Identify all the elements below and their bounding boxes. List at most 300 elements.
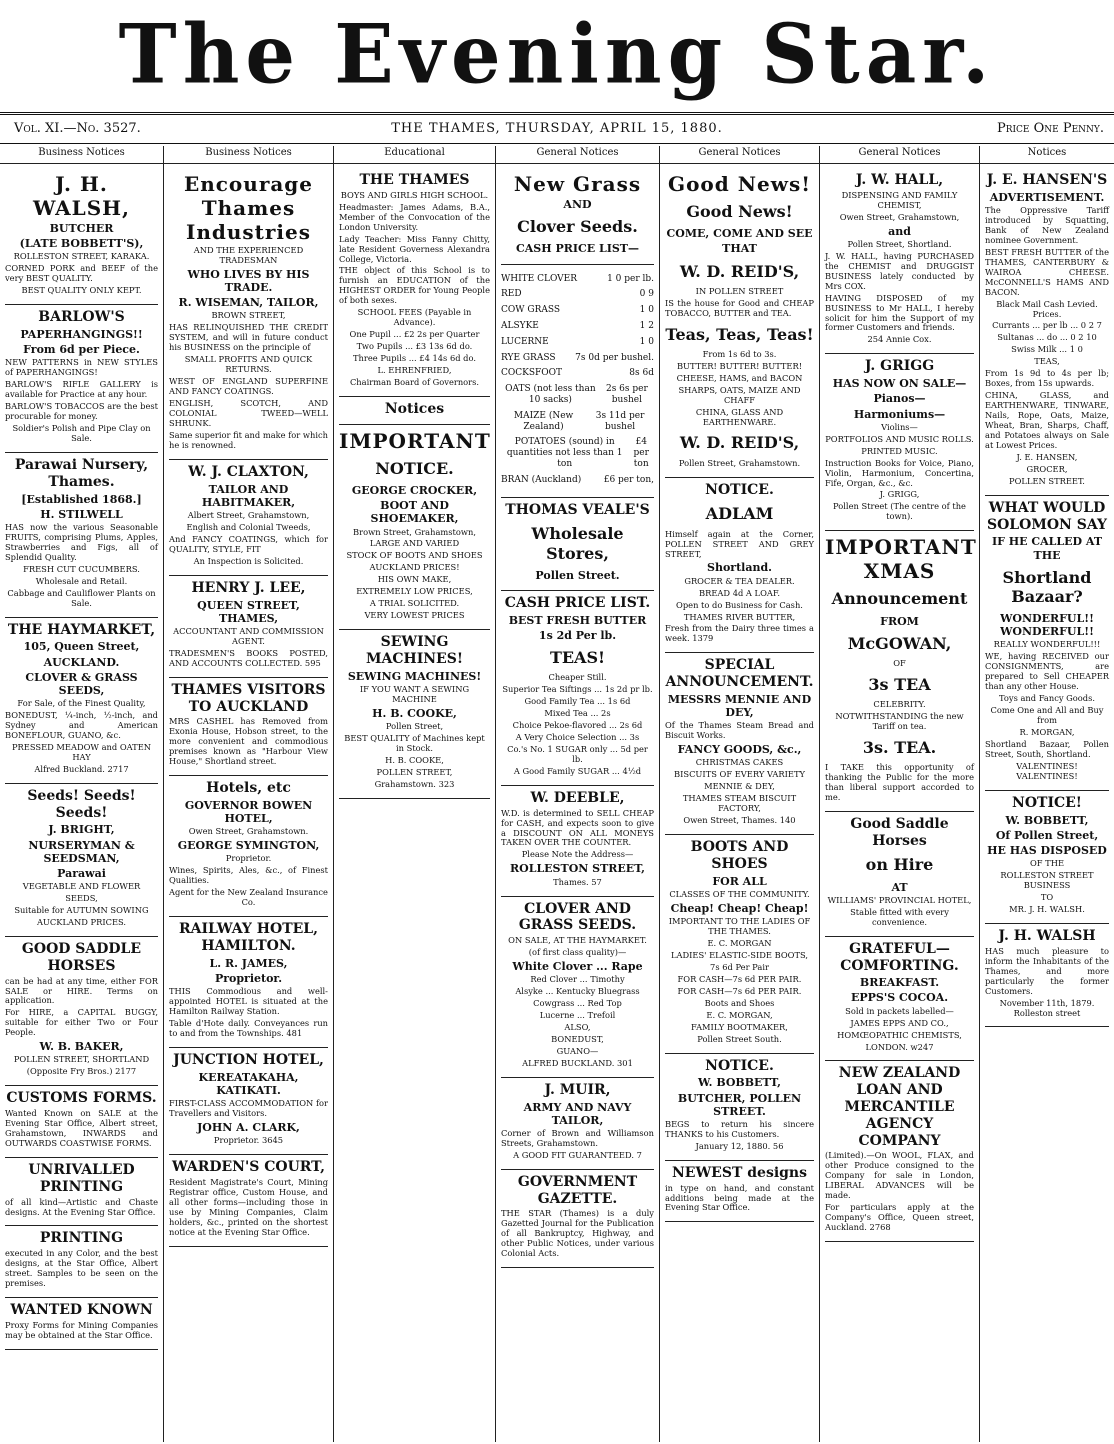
advertisement (985, 791, 1109, 924)
ad-title: WANTED KNOWN (10, 1302, 153, 1319)
ad-line: Instruction Books for Voice, Piano, Violin, Harmonium, Concertina, Fife, Organ, &c., &c. (825, 457, 974, 488)
advertisement (339, 168, 490, 397)
ad-line: TRADESMEN'S BOOKS POSTED, AND ACCOUNTS COLLECTED. 595 (169, 647, 328, 668)
ad-line: Stable fitted with every convenience. (850, 906, 949, 927)
ad-title: NOTICE. (705, 1057, 774, 1074)
advertisement (5, 453, 158, 618)
ad-line: L. R. JAMES, (209, 956, 288, 970)
ad-line: IF HE CALLED AT THE (991, 535, 1103, 562)
ad-line: VEGETABLE AND FLOWER (22, 881, 141, 892)
price-row (501, 475, 654, 486)
ad-line: CLOVER & GRASS SEEDS, (25, 670, 138, 697)
ad-title: CLOVER AND GRASS SEEDS. (518, 900, 637, 934)
ad-line: Pollen Street, Shortland. (847, 238, 952, 249)
column-heading: Business Notices (164, 146, 333, 164)
ad-line: Announcement (831, 589, 968, 609)
ad-line: ENGLISH, SCOTCH, AND COLONIAL TWEED—WELL SHRUNK. (169, 398, 328, 428)
ad-line: Toys and Fancy Goods. (999, 693, 1095, 704)
price-value: £6 per ton, (603, 474, 654, 485)
column-1 (0, 146, 164, 1442)
ad-title: HENRY J. LEE, (191, 579, 306, 596)
ad-line: THE STAR (Thames) is a duly Gazetted Journal for the Publication of all Bankruptcy, Highway, and other Public Notices, under various Colonial Acts. (501, 1208, 654, 1259)
advertisement (501, 591, 654, 786)
ad-title: RAILWAY HOTEL, HAMILTON. (178, 921, 319, 955)
price-value: 3s 11d per bushel (595, 410, 645, 432)
ad-line: BEST QUALITY of Machines kept in Stock. (344, 732, 485, 753)
ad-line: Proxy Forms for Mining Companies may be obtained at the Star Office. (5, 1319, 158, 1340)
ad-line: MR. J. H. WALSH. (1009, 904, 1085, 915)
ad-line: BEST FRESH BUTTER of the THAMES, CANTERBURY & WAIROA CHEESE. McCONNELL'S HAMS AND BACON. (985, 246, 1109, 297)
price: Price One Penny. (996, 121, 1104, 136)
ad-title: GOVERNMENT GAZETTE. (517, 1173, 638, 1207)
ad-title: W. DEEBLE, (530, 789, 625, 806)
ad-line: TEAS! (549, 648, 606, 668)
ad-line: MESSRS MENNIE AND DEY, (667, 692, 812, 720)
ad-line: WHO LIVES BY HIS TRADE. (187, 267, 310, 295)
ad-line: BONEDUST, ¼-inch, ½-inch, and Sydney and American BONEFLOUR, GUANO, &c. (5, 710, 158, 740)
ad-line: CHEESE, HAMS, and BACON (676, 372, 803, 383)
ad-line: WE, having RECEIVED our CONSIGNMENTS, are prepared to Sell CHEAPER than any other House. (985, 651, 1109, 692)
ad-line: W. B. BAKER, (39, 1040, 124, 1054)
ad-line: PAPERHANGINGS!! (20, 327, 143, 341)
ad-line: Alfred Buckland. 2717 (34, 763, 129, 774)
ad-line: Alsyke ... Kentucky Bluegrass (515, 986, 640, 997)
ad-line: 3s TEA (868, 674, 931, 694)
ad-line: Cheap! Cheap! Cheap! (670, 901, 809, 915)
ad-line: A Good Family SUGAR ... 4½d (513, 765, 642, 776)
ad-line: OF (893, 657, 906, 668)
ad-title: J. GRIGG (864, 358, 935, 375)
ad-line: AND (563, 198, 592, 211)
ad-line: (Limited).—On WOOL, FLAX, and other Produce consigned to the Company for sale in London, LIBERAL ADVANCES will be made. (825, 1150, 974, 1201)
ad-line: McGOWAN, (847, 633, 952, 653)
ad-line: FIRST-CLASS ACCOMMODATION for Travellers and Visitors. (169, 1098, 328, 1119)
ad-line: SHARPS, OATS, MAIZE AND CHAFF (678, 384, 801, 405)
ad-line: AUCKLAND PRICES! (369, 562, 460, 573)
ad-line: Pianos— (873, 392, 926, 406)
ad-line: Soldier's Polish and Pipe Clay on Sale. (12, 423, 151, 444)
advertisement (5, 937, 158, 1086)
ad-line: HAS now the various Seasonable FRUITS, comprising Plums, Apples, Strawberries and Figs, all of Splendid Quality. (5, 521, 158, 562)
ad-line: HOMŒOPATHIC CHEMISTS, (837, 1029, 962, 1040)
ad-title: Notices (384, 400, 445, 417)
ad-line: Owen Street, Grahamstown. (188, 826, 309, 837)
ad-line: BROWN STREET, (211, 310, 286, 321)
ad-title: Seeds! Seeds! Seeds! (27, 787, 136, 821)
ad-line: Wholesale Stores, (531, 524, 624, 563)
ad-line: An Inspection is Solicited. (193, 555, 304, 566)
price-item: RED (501, 289, 522, 300)
price-item: WHITE CLOVER (501, 273, 578, 284)
advertisement (339, 397, 490, 425)
ad-line: BOOT AND SHOEMAKER, (370, 499, 459, 526)
ad-line: J. GRIGG, (879, 489, 920, 500)
ad-line: Pollen Street, Grahamstown. (678, 457, 801, 468)
advertisement (825, 1061, 974, 1242)
ad-line: Clover Seeds. (517, 217, 638, 237)
ad-line: FOR CASH—7s 6d PER PAIR. (677, 985, 802, 996)
ad-line: E. C. MORGAN (707, 937, 772, 948)
ad-line: January 12, 1880. 56 (695, 1140, 784, 1151)
price-item: OATS (not less than 10 sacks) (505, 384, 596, 405)
ad-title: W. J. CLAXTON, (188, 463, 309, 480)
ad-line: Swiss Milk ... 1 0 (1011, 344, 1083, 355)
ad-line: AT (891, 880, 908, 894)
price-item: RYE GRASS (501, 352, 556, 363)
ad-line: BEST FRESH BUTTER (508, 613, 647, 627)
price-item: ALSYKE (501, 320, 539, 331)
advertisement (169, 917, 328, 1048)
ad-title: Good Saddle Horses (850, 815, 949, 849)
price-row (501, 289, 654, 300)
ad-line: (LATE BOBBETT'S), (19, 237, 144, 251)
ad-line: WILLIAMS' PROVINCIAL HOTEL, (827, 894, 972, 905)
ad-line: PRINTED MUSIC. (861, 445, 938, 456)
price-item: MAIZE (New Zealand) (513, 410, 574, 432)
ad-line: SMALL PROFITS AND QUICK RETURNS. (184, 354, 313, 375)
ad-line: VALENTINES! VALENTINES! (1016, 760, 1078, 781)
ad-line: Cabbage and Cauliflower Plants on Sale. (7, 587, 156, 608)
price-row (501, 411, 654, 433)
ad-line: Lady Teacher: Miss Fanny Chitty, late Resident Governess Alexandra College, Victoria. (339, 233, 490, 264)
ad-line: R. MORGAN, (1019, 727, 1075, 738)
ad-line: FOR CASH—7s 6d PER PAIR. (677, 973, 802, 984)
ad-line: LARGE AND VARIED (369, 538, 460, 549)
price-row (501, 305, 654, 316)
price-row (501, 384, 654, 406)
ad-line: REALLY WONDERFUL!!! (993, 639, 1101, 650)
ad-line: Lucerne ... Trefoil (539, 1010, 616, 1021)
ad-line: Proprietor. 3645 (213, 1135, 284, 1146)
ad-line: The Oppressive Tariff introduced by Squatting, Bank of New Zealand nominee Government. (985, 204, 1109, 245)
ad-line: CASH PRICE LIST— (516, 242, 639, 256)
advertisement (985, 924, 1109, 1027)
advertisement (501, 265, 654, 498)
ad-line: STOCK OF BOOTS AND SHOES (346, 550, 483, 561)
ad-line: H. STILWELL (40, 507, 123, 521)
ad-line: POLLEN STREET, SHORTLAND (13, 1054, 150, 1065)
ad-title: NEW ZEALAND LOAN AND MERCANTILE AGENCY COMPANY (838, 1065, 961, 1149)
ad-title: J. W. HALL, (855, 172, 944, 188)
ad-line: For particulars apply at the Company's Office, Queen street, Auckland. 2768 (825, 1202, 974, 1233)
ad-line: Albert Street, Grahamstown, (187, 510, 310, 521)
ad-line: VERY LOWEST PRICES (364, 610, 465, 621)
ad-line: WONDERFUL!! WONDERFUL!! (1000, 612, 1094, 639)
ad-line: Pollen Street, (385, 721, 444, 731)
ad-line: CHRISTMAS CAKES (695, 757, 784, 768)
ad-line: Choice Pekoe-flavored ... 2s 6d (512, 720, 643, 731)
ad-line: THIS Commodious and well-appointed HOTEL is situated at the Hamilton Railway Station. (169, 986, 328, 1017)
advertisement (825, 531, 977, 812)
ad-line: J. E. HANSEN, (1016, 451, 1078, 462)
ad-line: ON SALE, AT THE HAYMARKET. (508, 935, 647, 946)
ad-line: CHINA, GLASS AND EARTHENWARE. (695, 406, 784, 427)
ad-line: J. W. HALL, having PURCHASED the CHEMIST and DRUGGIST BUSINESS lately conducted by Mrs COX. (825, 250, 974, 291)
newspaper-title: The Evening Star. (118, 6, 996, 103)
ad-line: Boots and Shoes (704, 997, 775, 1008)
price-value: £4 per ton (633, 437, 649, 469)
ad-line: JAMES EPPS AND CO., (850, 1017, 949, 1028)
ad-line: Same superior fit and make for which he is renowned. (169, 429, 328, 450)
ad-title: THE THAMES (359, 172, 470, 188)
dateline (0, 112, 1114, 144)
ad-line: IF YOU WANT A SEWING MACHINE (359, 683, 470, 704)
ad-line: BONEDUST, (551, 1033, 604, 1044)
ad-line: 105, Queen Street, (23, 640, 140, 654)
advertisement (169, 460, 328, 576)
advertisement (5, 618, 158, 784)
ad-line: Suitable for AUTUMN SOWING (14, 905, 149, 916)
ad-line: BISCUITS OF EVERY VARIETY (674, 769, 805, 780)
advertisement (169, 678, 328, 776)
ad-title: WHAT WOULD SOLOMON SAY (987, 499, 1107, 533)
ad-line: BUTCHER, POLLEN STREET. (677, 1091, 802, 1118)
ad-line: Shortland Bazaar? (1002, 567, 1092, 606)
price-row (501, 321, 654, 332)
ad-line: W. BOBBETT, (698, 1076, 781, 1090)
ad-line: Three Pupils ... £4 14s 6d do. (353, 353, 476, 364)
ad-line: CHINA, GLASS, and EARTHENWARE, TINWARE, Nails, Rope, Oats, Maize, Wheat, Bran, Sharps, Chaff, and Potatoes always on Sale at Lowest Prices. (985, 390, 1109, 450)
ad-line: Brown Street, Grahamstown, (353, 526, 476, 537)
advertisement (665, 1161, 814, 1223)
column-heading: General Notices (496, 146, 659, 164)
ad-line: THAMES RIVER BUTTER, (683, 611, 796, 622)
ad-line: W.D. is determined to SELL CHEAP for CASH, and expects soon to give a DISCOUNT ON ALL MONEYS TAKEN OVER THE COUNTER. (501, 807, 654, 848)
ad-line: of all kind—Artistic and Chaste designs. At the Evening Star Office. (5, 1196, 158, 1217)
ad-line: W. D. REID'S, (679, 433, 800, 453)
ad-line: NOTICE. (375, 458, 454, 478)
ad-line: Fresh from the Dairy three times a week. 1379 (665, 623, 814, 644)
ad-title: J. H. WALSH (998, 928, 1096, 944)
advertisement (5, 1086, 158, 1158)
ad-line: NOTWITHSTANDING the new Tariff on tea. (835, 710, 964, 731)
ad-line: SCHOOL FEES (Payable in Advance). (357, 307, 472, 328)
price-row (501, 368, 654, 379)
ad-line: 3s. TEA. (862, 737, 937, 757)
ad-line: LONDON. w247 (865, 1041, 934, 1052)
price-item: POTATOES (sound) in quantities not less than 1 ton (506, 437, 623, 469)
ad-line: A GOOD FIT GUARANTEED. 7 (513, 1149, 642, 1160)
column-heading: Educational (334, 146, 495, 164)
column-4 (496, 146, 660, 1442)
ad-line: GROCER, (1026, 463, 1068, 474)
ad-line: Currants ... per lb ... 0 2 7 (992, 320, 1102, 331)
ad-line: Cowgrass ... Red Top (533, 998, 622, 1009)
ad-line: Harmoniums— (853, 407, 946, 421)
ad-line: I TAKE this opportunity of thanking the Public for the more than liberal support accorded to me. (825, 762, 974, 802)
ad-title: NOTICE! (1012, 794, 1082, 811)
ad-line: Red Clover ... Timothy (530, 974, 625, 985)
ad-title: Good News! (668, 172, 811, 196)
ad-line: NEW PATTERNS in NEW STYLES of PAPERHANGINGS! (5, 357, 158, 378)
ad-line: Proprietor. (214, 972, 283, 985)
ad-line: Of Pollen Street, (995, 828, 1099, 842)
ad-line: ROLLESTON STREET BUSINESS (1000, 870, 1094, 891)
ad-line: THAT (722, 242, 757, 256)
ad-line: TEAS, (1034, 356, 1060, 367)
ad-line: EPPS'S COCOA. (850, 991, 949, 1005)
ad-line: ADLAM (705, 504, 774, 524)
advertisement (169, 1155, 328, 1247)
ad-line: FROM (880, 614, 919, 628)
ad-line: Shortland Bazaar, Pollen Street, South, Shortland. (985, 739, 1109, 760)
advertisement (665, 478, 814, 654)
ad-line: Teas, Teas, Teas! (665, 324, 814, 344)
ad-line: HAVING DISPOSED of my BUSINESS to Mr HALL, I hereby solicit for him the Support of my former Customers and friends. (825, 292, 974, 333)
ad-line: From 6d per Piece. (23, 343, 140, 357)
column-6 (820, 146, 980, 1442)
ad-line: FANCY GOODS, &c., (677, 743, 802, 757)
ad-line: Owen Street, Grahamstown, (839, 211, 960, 222)
ad-title: GOOD SADDLE HORSES (21, 940, 142, 974)
ad-title: SEWING MACHINES! (365, 634, 463, 667)
ad-title: THE HAYMARKET, (7, 621, 156, 638)
ad-line: Black Mail Cash Levied. Prices. (996, 298, 1098, 319)
ad-title: CUSTOMS FORMS. (6, 1090, 157, 1107)
ad-line: Wholesale and Retail. (35, 575, 128, 586)
ad-line: PRESSED MEADOW and OATEN HAY (11, 741, 152, 762)
ad-line: executed in any Color, and the best designs, at the Star Office, Albert street. Samples to be seen on the premises. (5, 1248, 158, 1289)
advertisement (501, 897, 654, 1078)
price-value: 1 0 (639, 336, 654, 347)
advertisement (501, 1170, 654, 1268)
column-3 (334, 146, 496, 1442)
ad-line: Agent for the New Zealand Insurance Co. (169, 887, 328, 908)
ad-title: NEWEST designs (671, 1164, 807, 1181)
advertisement (825, 168, 974, 354)
ad-line: LADIES' ELASTIC-SIDE BOOTS, (670, 949, 809, 960)
ad-line: Resident Magistrate's Court, Mining Registrar office, Custom House, and all other forms—including those in use by Mining Companies, Claim holders, &c., printed on the shortest notice at the Evening Star Office. (169, 1176, 328, 1237)
ad-line: Parawai (57, 866, 106, 880)
price-value: 1 0 (639, 305, 654, 316)
ad-line: Mixed Tea ... 2s (544, 708, 611, 719)
price-item: LUCERNE (501, 336, 549, 347)
ad-line: Corner of Brown and Williamson Streets, Grahamstown. (501, 1128, 654, 1148)
column-heading: General Notices (820, 146, 979, 164)
ad-line: ALFRED BUCKLAND. 301 (522, 1057, 633, 1068)
ad-line: BUTCHER (49, 222, 114, 235)
ad-line: AND THE EXPERIENCED TRADESMAN (193, 245, 304, 265)
column-5 (660, 146, 820, 1442)
ad-line: COME, COME AND SEE (666, 227, 813, 241)
ad-line: Please Note the Address— (521, 849, 634, 860)
advertisement (339, 630, 490, 799)
column-7 (980, 146, 1114, 1442)
price-value: 1 0 per lb. (607, 273, 654, 284)
ad-title: UNRIVALLED PRINTING (28, 1161, 135, 1195)
advertisement (5, 168, 158, 305)
ad-title: SPECIAL ANNOUNCEMENT. (665, 657, 814, 691)
ad-line: White Clover ... Rape (512, 960, 643, 974)
ad-title: Encourage Thames Industries (183, 172, 314, 244)
ad-line: (of first class quality)— (528, 947, 627, 958)
ad-line: Owen Street, Thames. 140 (683, 815, 796, 826)
ad-line: FAMILY BOOTMAKER, (691, 1021, 788, 1032)
price-value: 0 9 (639, 289, 654, 300)
ad-line: ALSO, (564, 1022, 591, 1033)
advertisement (5, 1158, 158, 1227)
ad-line: GEORGE CROCKER, (351, 483, 478, 497)
ad-line: ARMY AND NAVY TAILOR, (523, 1100, 632, 1127)
advertisement (825, 354, 974, 531)
ad-line: IMPORTANT TO THE LADIES OF THE THAMES. (668, 916, 811, 937)
ad-line: MENNIE & DEY, (704, 781, 775, 792)
ad-title: CASH PRICE LIST. (504, 594, 651, 611)
ad-title: J. H. WALSH, (32, 172, 131, 220)
ad-line: Grahamstown. 323 (374, 778, 455, 789)
price-item: COCKSFOOT (501, 368, 563, 379)
ad-line: CORNED PORK and BEEF of the very BEST QUALITY. (5, 263, 158, 284)
ad-line: SEWING MACHINES! (347, 669, 482, 683)
price-value: 1 2 (639, 320, 654, 331)
ad-title: THAMES VISITORS TO AUCKLAND (171, 681, 326, 715)
advertisement (665, 835, 814, 1053)
price-row (501, 353, 654, 364)
ad-title: Parawai Nursery, Thames. (14, 456, 149, 490)
advertisement (501, 786, 654, 897)
ad-line: For Sale, of the Finest Quality, (17, 698, 146, 709)
ad-line: GROCER & TEA DEALER. (684, 575, 795, 586)
ad-title: IMPORTANT (339, 428, 491, 453)
ad-title: Hotels, etc (206, 780, 291, 797)
advertisement (985, 168, 1109, 496)
ad-line: Good News! (686, 202, 793, 221)
column-heading: Business Notices (0, 146, 163, 164)
ad-title: JUNCTION HOTEL, (173, 1051, 324, 1068)
advertisement (5, 1226, 158, 1298)
ad-line: Himself again at the Corner, POLLEN STREET AND GREY STREET, (665, 528, 814, 559)
ad-line: THE object of this School is to furnish an EDUCATION of the HIGHEST ORDER for Young People of both sexes. (339, 265, 490, 306)
ad-line: BARLOW'S TOBACCOS are the best procurable for money. (5, 401, 158, 422)
ad-line: Co.'s No. 1 SUGAR only ... 5d per lb. (507, 743, 648, 764)
ad-line: PORTFOLIOS AND MUSIC ROLLS. (825, 433, 974, 444)
ad-line: Of the Thames Steam Bread and Biscuit Works. (665, 720, 814, 741)
ad-line: Cheaper Still. (548, 672, 607, 683)
ad-line: GEORGE SYMINGTON, (177, 839, 320, 853)
ad-line: L. EHRENFRIED, (377, 365, 452, 376)
ad-line: English and Colonial Tweeds, (186, 521, 311, 532)
price-value: 8s 6d (629, 368, 654, 379)
ad-line: November 11th, 1879. Rolleston street (999, 997, 1095, 1018)
price-row (501, 437, 654, 469)
ad-line: J. BRIGHT, (48, 823, 115, 837)
ad-line: FOR ALL (712, 874, 767, 888)
advertisement (665, 653, 814, 835)
ad-line: and (888, 224, 911, 238)
price-value: 7s 0d per bushel. (575, 352, 654, 363)
advertisement (665, 168, 814, 478)
advertisement (5, 1298, 158, 1350)
ad-line: AUCKLAND PRICES. (36, 917, 127, 927)
ad-line: W. D. REID'S, (679, 261, 800, 281)
place-and-date: THE THAMES, THURSDAY, APRIL 15, 1880. (391, 121, 723, 136)
advertisement (501, 168, 654, 265)
ad-line: Wines, Spirits, Ales, &c., of Finest Qualities. (169, 865, 328, 886)
columns-container (0, 146, 1114, 1442)
ad-line: IS the house for Good and CHEAP TOBACCO, BUTTER and TEA. (665, 297, 814, 318)
masthead (0, 0, 1114, 110)
ad-line: TO (1040, 892, 1054, 903)
ad-line: GUANO— (556, 1045, 599, 1056)
ad-line: KEREATAKAHA, KATIKATI. (198, 1070, 299, 1097)
ad-line: CLASSES OF THE COMMUNITY. (669, 888, 810, 899)
ad-line: From 1s 9d to 4s per lb; Boxes, from 15s upwards. (985, 368, 1109, 389)
ad-line: NURSERYMAN & SEEDSMAN, (28, 838, 135, 865)
ad-title: BARLOW'S (38, 309, 125, 326)
ad-line: One Pupil ... £2 2s per Quarter (349, 329, 480, 340)
advertisement (5, 784, 158, 937)
ad-title: J. MUIR, (544, 1081, 611, 1098)
